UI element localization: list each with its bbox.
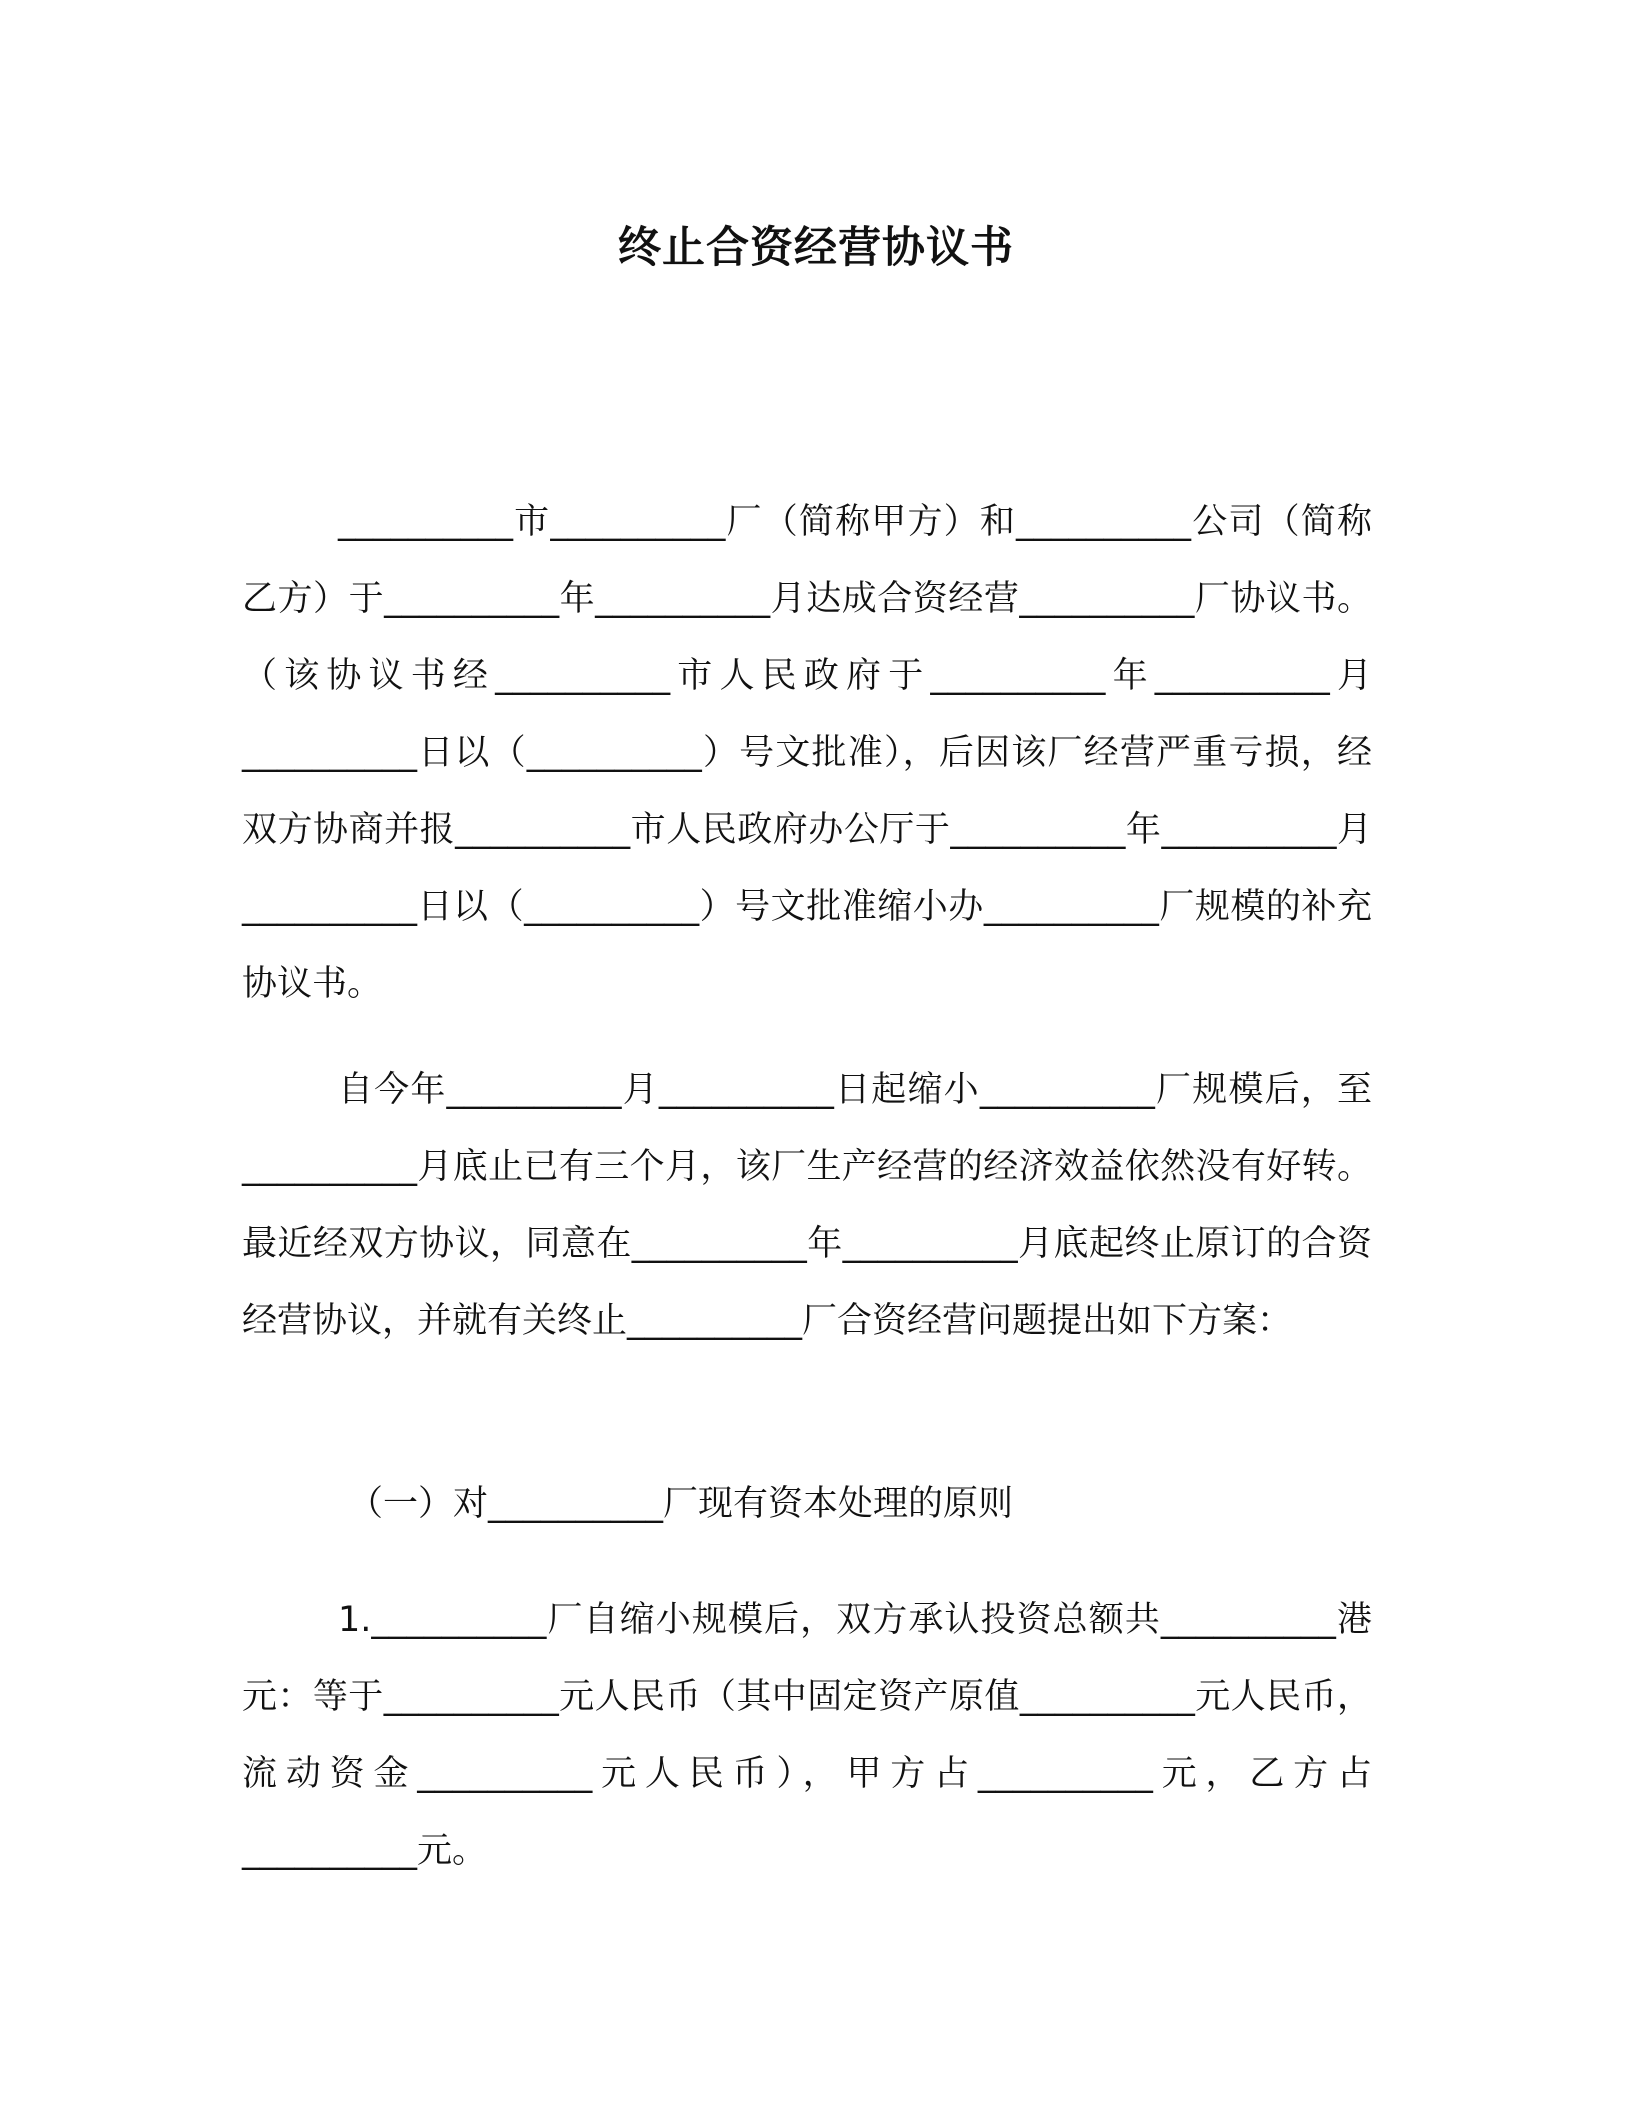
paragraph-parties: __________市__________厂（简称甲方）和__________公司（简称乙方）于__________年__________月达成合资经营__________厂协议书。（该协议书经__________市人民政府于__________年__________月__________日以（__________）号文批准），后因该厂经营严重亏损，经双方协商并报__________市人民政府办公厅于__________年__________月__________日以（__________）号文批准缩小办__________厂规模的补充协议书。 (242, 502, 1372, 1004)
document-title: 终止合资经营协议书 (618, 223, 1014, 273)
paragraph-termination: 自今年__________月__________日起缩小__________厂规模后，至__________月底止已有三个月，该厂生产经营的经济效益依然没有好转。最近经双方协议，同意在__________年__________月底起终止原订的合资经营协议，并就有关终止__________厂合资经营问题提出如下方案： (242, 1070, 1372, 1341)
section-heading-capital: （一）对__________厂现有资本处理的原则 (348, 1484, 1014, 1524)
paragraph-investment: 1.__________厂自缩小规模后，双方承认投资总额共__________港元：等于__________元人民币（其中固定资产原值__________元人民币，流动资金__________元人民币），甲方占__________元，乙方占__________元。 (242, 1600, 1372, 1871)
